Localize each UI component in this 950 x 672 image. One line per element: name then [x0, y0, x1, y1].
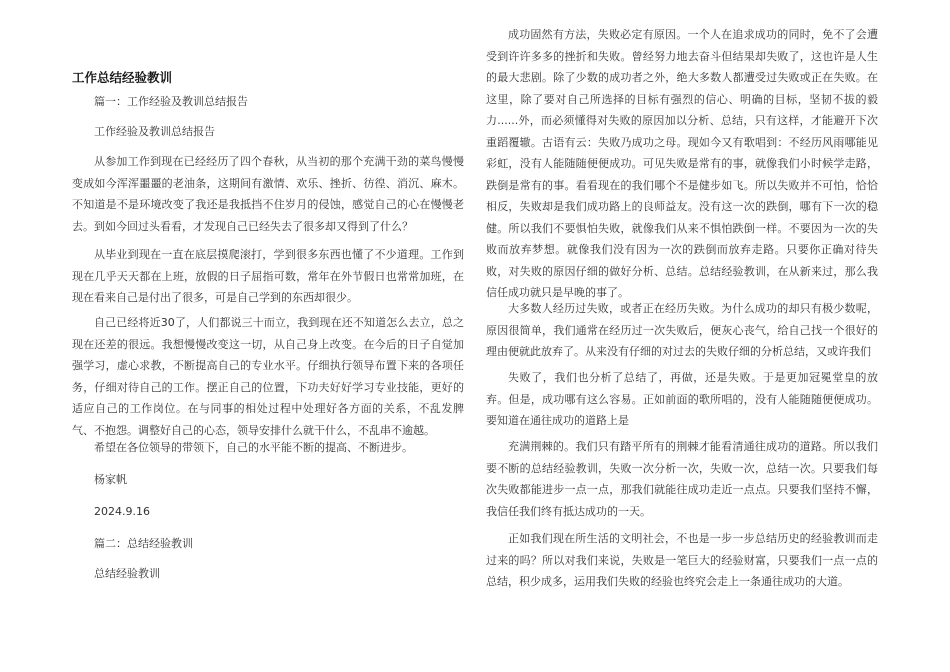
right-paragraph-5: 正如我们现在所生活的文明社会，不也是一步一步总结历史的经验教训而走过来的吗？所以对我们来说，失败是一笔巨大的经验财富，只要我们一点一点的总结，积少成多，运用我们失败的经验也终究会走上一条通往成功的大道。 [486, 532, 878, 588]
section-heading-1: 篇一：工作经验及教训总结报告 [94, 95, 248, 108]
document-title: 工作总结经验教训 [72, 70, 173, 85]
left-paragraph-4: 希望在各位领导的带领下，自己的水平能不断的提高、不断进步。 [94, 441, 413, 454]
left-paragraph-3: 自己已经将近30了，人们都说三十而立，我到现在还不知道怎么去立，总之现在还差的很远。我想慢慢改变这一切，从自己身上改变。在今后的日子自觉加强学习，虚心求教，不断提高自己的专业水平。仔细执行领导布置下来的各项任务，仔细对待自己的工作。摆正自己的位置，下功夫好好学习专业技能，更好的适应自己的工作岗位。在与同事的相处过程中处理好各方面的关系，不乱发脾气、不抱怨。调整好自己的心态，领导安排什么就干什么，不乱串不逾越。 [72, 316, 464, 437]
report-title-1: 工作经验及教训总结报告 [94, 125, 215, 138]
right-paragraph-3: 失败了，我们也分析了总结了，再做，还是失败。于是更加冠冕堂皇的放弃。但是，成功哪有这么容易。正如前面的歌所唱的，没有人能随随便便成功。要知道在通往成功的道路上是 [486, 371, 878, 427]
report-date: 2024.9.16 [94, 505, 150, 518]
right-paragraph-4: 充满荆棘的。我们只有踏平所有的荆棘才能看清通往成功的道路。所以我们要不断的总结经验教训，失败一次分析一次，失败一次，总结一次。只要我们每次失败都能进步一点一点，那我们就能往成功走近一点点。只要我们坚持不懈，我信任我们终有抵达成功的一天。 [486, 440, 878, 518]
section-heading-2: 篇二：总结经验教训 [94, 537, 193, 550]
left-paragraph-2: 从毕业到现在一直在底层摸爬滚打，学到很多东西也懂了不少道理。工作到现在几乎天天都在上班，放假的日子屈指可数，常年在外节假日也常常加班，在现在看来自己是付出了很多，可是自己学到的东西却很少。 [72, 248, 464, 304]
right-paragraph-1: 成功固然有方法，失败必定有原因。一个人在追求成功的同时，免不了会遭受到许许多多的挫折和失败。曾经努力地去奋斗但结果却失败了，这也许是人生的最大悲剧。除了少数的成功者之外，绝大多数人都遭受过失败或正在失败。在这里，除了要对自己所选择的目标有强烈的信心、明确的目标，坚韧不拔的毅力......外，而必须懂得对失败的原因加以分析、总结，只有这样，才能避开下次重蹈覆辙。古语有云：失败乃成功之母。现如今又有歌唱到：不经历风雨哪能见彩虹，没有人能随随便便成功。可见失败是常有的事，就像我们小时候学走路，跌倒是常有的事。看看现在的我们哪个不是健步如飞。所以失败并不可怕，恰恰相反，失败却是我们成功路上的良师益友。没有这一次的跌倒，哪有下一次的稳健。所以我们不要惧怕失败，就像我们从来不惧怕跌倒一样。不要因为一次的失败而放弃梦想。就像我们没有因为一次的跌倒而放弃走路。只要你正确对待失败，对失败的原因仔细的做好分析、总结。总结经验教训，在从新来过，那么我信任成功就只是早晚的事了。 [486, 28, 878, 299]
left-paragraph-1: 从参加工作到现在已经经历了四个春秋，从当初的那个充满干劲的菜鸟慢慢变成如今浑浑噩噩的老油条，这期间有激情、欢乐、挫折、彷徨、消沉、麻木。不知道是不是环境改变了我还是我抵挡不住岁月的侵蚀，感觉自己的心在慢慢老去。到如今回过头看看，才发现自己已经失去了很多却又得到了什么？ [72, 155, 464, 233]
report-title-2: 总结经验教训 [94, 567, 160, 580]
author-signature: 杨家帆 [94, 473, 127, 486]
right-paragraph-2: 大多数人经历过失败，或者正在经历失败。为什么成功的却只有极少数呢，原因很简单，我们通常在经历过一次失败后，便灰心丧气，给自己找一个很好的理由便就此放弃了。从来没有仔细的对过去的失败仔细的分析总结，又或许我们 [486, 302, 878, 358]
